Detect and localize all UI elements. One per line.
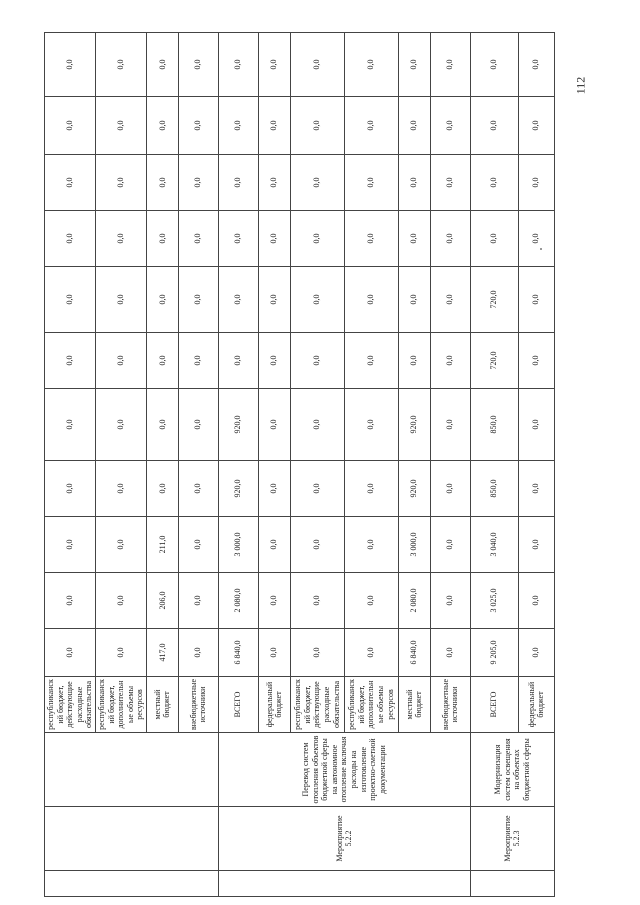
- value-cell: 0,0: [518, 573, 554, 629]
- value-cell: 0,0: [178, 389, 218, 461]
- value-cell: 0,0: [344, 333, 398, 389]
- event-cell: Мероприятие 5.2.2: [218, 807, 470, 871]
- value-cell: 0,0: [470, 97, 518, 155]
- value-cell: 720,0: [470, 333, 518, 389]
- value-cell: 920,0: [398, 461, 430, 517]
- value-cell: 0,0: [218, 33, 258, 97]
- value-cell: 9 205,0: [470, 629, 518, 677]
- value-cell: 0,0: [430, 333, 470, 389]
- value-cell: 3 000,0: [218, 517, 258, 573]
- value-cell: 0,0: [178, 629, 218, 677]
- value-cell: 0,0: [95, 517, 146, 573]
- value-cell: 0,0: [290, 629, 344, 677]
- value-cell: 0,0: [218, 97, 258, 155]
- value-cell: 0,0: [398, 333, 430, 389]
- value-cell: 0,0: [258, 33, 290, 97]
- value-cell: 0,0: [290, 211, 344, 267]
- value-cell: 0,0: [290, 97, 344, 155]
- value-cell: 0,0: [45, 211, 96, 267]
- value-cell: 0,0: [398, 211, 430, 267]
- value-cell: 0,0: [178, 333, 218, 389]
- value-cell: 850,0: [470, 389, 518, 461]
- value-cell: 0,0: [146, 97, 178, 155]
- value-cell: 0,0: [45, 33, 96, 97]
- funding-source-cell: республиканский бюджет, действующие расходные обязательства: [290, 677, 344, 733]
- value-cell: 0,0: [518, 333, 554, 389]
- value-cell: 920,0: [398, 389, 430, 461]
- blank-cell: [470, 871, 554, 897]
- value-cell: 6 840,0: [218, 629, 258, 677]
- event-cell: Мероприятие 5.2.3: [470, 807, 554, 871]
- value-cell: 0,0: [290, 461, 344, 517]
- value-cell: 0,0: [344, 389, 398, 461]
- value-cell: 0,0: [146, 333, 178, 389]
- value-cell: 0,0: [430, 517, 470, 573]
- value-cell: 0,0: [290, 573, 344, 629]
- value-cell: 0,0: [470, 33, 518, 97]
- funding-source-cell: местный бюджет: [146, 677, 178, 733]
- value-cell: 211,0: [146, 517, 178, 573]
- value-cell: 3 025,0: [470, 573, 518, 629]
- value-cell: 0,0: [344, 211, 398, 267]
- value-cell: 0,0: [95, 573, 146, 629]
- value-cell: 0,0: [344, 629, 398, 677]
- value-cell: 0,0: [430, 97, 470, 155]
- value-cell: 920,0: [218, 461, 258, 517]
- value-cell: 0,0: [398, 97, 430, 155]
- value-cell: 0,0: [290, 333, 344, 389]
- value-cell: 0,0: [518, 389, 554, 461]
- value-cell: 0,0: [178, 33, 218, 97]
- value-cell: 0,0: [45, 333, 96, 389]
- rotated-table-container: [44, 32, 555, 897]
- value-cell: 0,0: [146, 267, 178, 333]
- value-cell: 0,0: [344, 97, 398, 155]
- value-cell: 0,0: [146, 155, 178, 211]
- budget-table: [44, 32, 555, 897]
- value-cell: 0,0: [95, 629, 146, 677]
- value-cell: 0,0: [430, 155, 470, 211]
- value-cell: 0,0: [178, 573, 218, 629]
- value-cell: 0,0: [344, 155, 398, 211]
- value-cell: 720,0: [470, 267, 518, 333]
- value-cell: 0,0: [430, 33, 470, 97]
- value-cell: 0,0: [45, 573, 96, 629]
- value-cell: 0,0: [178, 267, 218, 333]
- value-cell: 0,0: [45, 267, 96, 333]
- value-cell: 0,0: [95, 267, 146, 333]
- value-cell: 0,0: [518, 267, 554, 333]
- value-cell: 0,0: [258, 267, 290, 333]
- value-cell: 0,0: [258, 629, 290, 677]
- event-cell: [45, 807, 219, 871]
- value-cell: 0,0: [290, 517, 344, 573]
- funding-source-cell: ВСЕГО: [470, 677, 518, 733]
- value-cell: 0,0: [146, 33, 178, 97]
- value-cell: 0,0: [258, 97, 290, 155]
- funding-source-cell: ВСЕГО: [218, 677, 258, 733]
- blank-cell: [218, 871, 470, 897]
- value-cell: 6 840,0: [398, 629, 430, 677]
- page-number: 112: [573, 76, 588, 95]
- value-cell: 0,0: [398, 33, 430, 97]
- value-cell: 0,0: [178, 155, 218, 211]
- value-cell: 0,0: [430, 461, 470, 517]
- funding-source-cell: внебюджетные источники: [178, 677, 218, 733]
- value-cell: 0,0: [258, 389, 290, 461]
- value-cell: 2 080,0: [398, 573, 430, 629]
- value-cell: 0,0: [178, 211, 218, 267]
- value-cell: 0,0: [45, 389, 96, 461]
- value-cell: 417,0: [146, 629, 178, 677]
- value-cell: 0,0: [178, 97, 218, 155]
- funding-source-cell: местный бюджет: [398, 677, 430, 733]
- value-cell: 0,0: [45, 517, 96, 573]
- value-cell: 0,0: [218, 211, 258, 267]
- value-cell: 0,0: [518, 211, 554, 267]
- value-cell: 0,0: [258, 155, 290, 211]
- value-cell: 0,0: [258, 517, 290, 573]
- value-cell: 0,0: [518, 461, 554, 517]
- value-cell: 0,0: [518, 155, 554, 211]
- value-cell: 0,0: [518, 629, 554, 677]
- value-cell: 0,0: [95, 155, 146, 211]
- value-cell: 0,0: [518, 33, 554, 97]
- value-cell: 0,0: [398, 155, 430, 211]
- value-cell: 0,0: [398, 267, 430, 333]
- value-cell: 0,0: [430, 573, 470, 629]
- value-cell: 0,0: [290, 33, 344, 97]
- value-cell: 0,0: [146, 389, 178, 461]
- value-cell: 0,0: [218, 155, 258, 211]
- value-cell: 0,0: [258, 333, 290, 389]
- value-cell: 3 040,0: [470, 517, 518, 573]
- value-cell: 0,0: [95, 389, 146, 461]
- funding-source-cell: федеральный бюджет: [258, 677, 290, 733]
- value-cell: 0,0: [518, 517, 554, 573]
- value-cell: 206,0: [146, 573, 178, 629]
- funding-source-cell: республиканский бюджет, дополнительные объемы ресурсов: [95, 677, 146, 733]
- table-row: [45, 33, 96, 897]
- value-cell: 0,0: [95, 97, 146, 155]
- value-cell: 0,0: [344, 573, 398, 629]
- value-cell: 0,0: [45, 97, 96, 155]
- value-cell: 920,0: [218, 389, 258, 461]
- value-cell: 0,0: [430, 211, 470, 267]
- value-cell: 0,0: [470, 155, 518, 211]
- value-cell: 0,0: [95, 461, 146, 517]
- value-cell: 0,0: [290, 389, 344, 461]
- value-cell: 0,0: [430, 389, 470, 461]
- value-cell: 0,0: [518, 97, 554, 155]
- value-cell: 0,0: [258, 211, 290, 267]
- value-cell: 2 080,0: [218, 573, 258, 629]
- table-row: [470, 33, 518, 897]
- value-cell: 0,0: [218, 267, 258, 333]
- description-cell: Перевод систем отопления объектов бюджетной сферы на автономное отопление включая расходы на изготовление проектно-сметной документации: [218, 733, 470, 807]
- value-cell: 0,0: [218, 333, 258, 389]
- value-cell: 0,0: [178, 517, 218, 573]
- value-cell: 0,0: [95, 33, 146, 97]
- value-cell: 0,0: [344, 517, 398, 573]
- funding-source-cell: республиканский бюджет, действующие расходные обязательства: [45, 677, 96, 733]
- value-cell: 0,0: [258, 573, 290, 629]
- value-cell: 0,0: [146, 211, 178, 267]
- value-cell: 0,0: [45, 155, 96, 211]
- description-cell: [45, 733, 219, 807]
- blank-cell: [45, 871, 219, 897]
- value-cell: 0,0: [178, 461, 218, 517]
- value-cell: 850,0: [470, 461, 518, 517]
- funding-source-cell: внебюджетные источники: [430, 677, 470, 733]
- funding-source-cell: республиканский бюджет, дополнительные объемы ресурсов: [344, 677, 398, 733]
- value-cell: 0,0: [258, 461, 290, 517]
- value-cell: 0,0: [45, 461, 96, 517]
- value-cell: 0,0: [95, 333, 146, 389]
- value-cell: 0,0: [344, 33, 398, 97]
- funding-source-cell: федеральный бюджет: [518, 677, 554, 733]
- value-cell: 0,0: [45, 629, 96, 677]
- table-row: [218, 33, 258, 897]
- value-cell: 0,0: [95, 211, 146, 267]
- value-cell: 0,0: [344, 461, 398, 517]
- value-cell: 0,0: [290, 155, 344, 211]
- value-cell: 0,0: [430, 267, 470, 333]
- description-cell: Модернизация систем освещения на объектах бюджетной сферы: [470, 733, 554, 807]
- value-cell: 0,0: [146, 461, 178, 517]
- value-cell: 0,0: [430, 629, 470, 677]
- table-body: [45, 33, 555, 897]
- value-cell: 3 000,0: [398, 517, 430, 573]
- value-cell: 0,0: [290, 267, 344, 333]
- value-cell: 0,0: [344, 267, 398, 333]
- value-cell: 0,0: [470, 211, 518, 267]
